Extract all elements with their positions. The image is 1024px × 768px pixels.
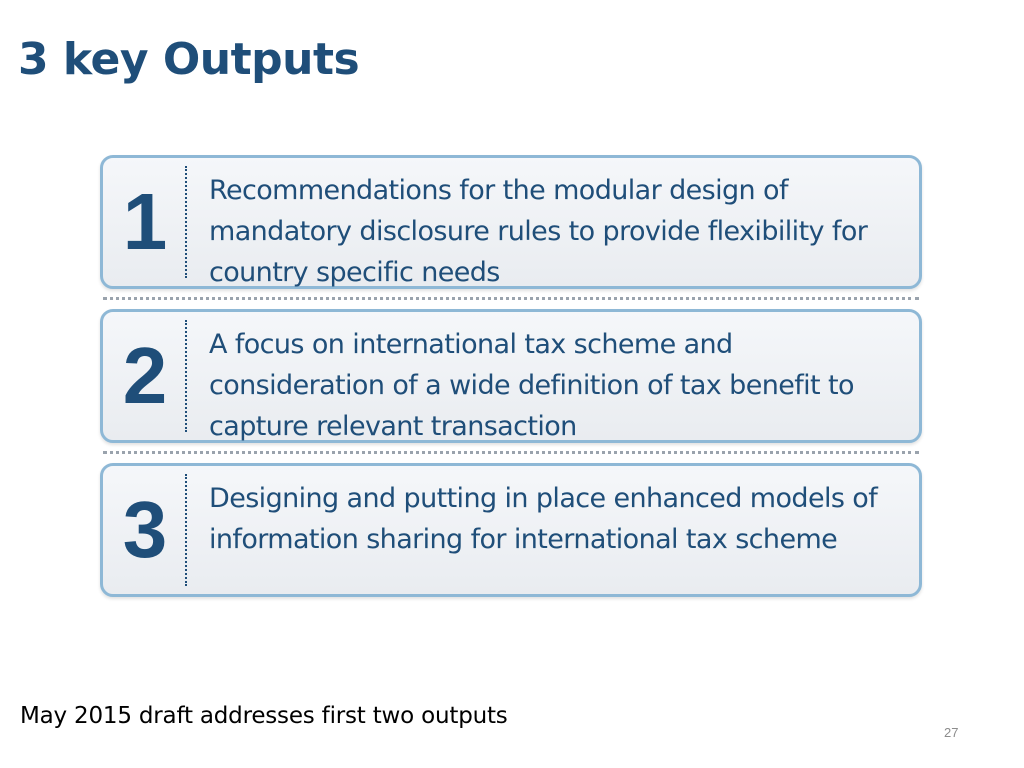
outputs-list xyxy=(100,155,922,597)
row-separator xyxy=(103,297,919,301)
output-text-2: A focus on international tax scheme and consideration of a wide definition of tax benefit to capture relevant transaction xyxy=(209,329,854,442)
output-number-3: 3 xyxy=(122,485,168,574)
page-number: 27 xyxy=(944,725,959,740)
row-separator xyxy=(103,451,919,455)
output-divider xyxy=(185,474,187,586)
output-divider xyxy=(185,320,187,432)
output-divider xyxy=(185,166,187,278)
output-text-1: Recommendations for the modular design of mandatory disclosure rules to provide flexibility for country specific needs xyxy=(209,175,868,288)
footnote: May 2015 draft addresses first two outputs xyxy=(20,703,508,729)
output-item-3 xyxy=(100,463,922,597)
output-text-3: Designing and putting in place enhanced models of information sharing for international tax scheme xyxy=(209,483,878,555)
output-number-1: 1 xyxy=(122,177,168,266)
slide-title: 3 key Outputs xyxy=(18,34,360,85)
output-item-2 xyxy=(100,309,922,443)
output-item-1 xyxy=(100,155,922,289)
output-number-2: 2 xyxy=(122,331,168,420)
